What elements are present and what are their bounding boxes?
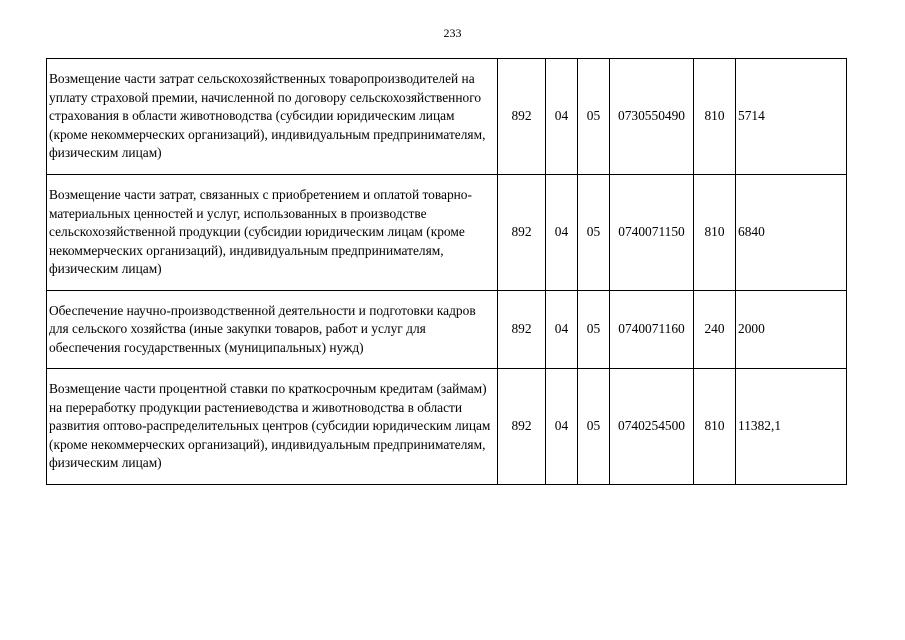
amount-value: 5714	[736, 59, 847, 175]
expense-type-code: 810	[694, 59, 736, 175]
subsection-code: 05	[578, 291, 610, 369]
expense-description: Возмещение части затрат, связанных с приобретением и оплатой товарно-материальных ценностей и услуг, использованных в производстве сельскохозяйственной продукции (субсидии юридическим лицам (кроме некоммерческих организаций), индивидуальным предпринимателям, физическим лицам)	[47, 175, 498, 291]
ministry-code: 892	[498, 59, 546, 175]
expense-type-code: 240	[694, 291, 736, 369]
target-article-code: 0740071150	[610, 175, 694, 291]
table-row	[47, 175, 847, 291]
target-article-code: 0730550490	[610, 59, 694, 175]
subsection-code: 05	[578, 175, 610, 291]
section-code: 04	[546, 291, 578, 369]
target-article-code: 0740071160	[610, 291, 694, 369]
subsection-code: 05	[578, 369, 610, 485]
amount-value: 2000	[736, 291, 847, 369]
expense-description: Обеспечение научно-производственной деятельности и подготовки кадров для сельского хозяйства (иные закупки товаров, работ и услуг для обеспечения государственных (муниципальных) нужд)	[47, 291, 498, 369]
expense-type-code: 810	[694, 175, 736, 291]
section-code: 04	[546, 369, 578, 485]
expense-description: Возмещение части процентной ставки по краткосрочным кредитам (займам) на переработку продукции растениеводства и животноводства в области развития оптово-распределительных центров (субсидии юридическим лицам (кроме некоммерческих организаций), индивидуальным предпринимателям, физическим лицам)	[47, 369, 498, 485]
section-code: 04	[546, 175, 578, 291]
table-row	[47, 59, 847, 175]
table-row	[47, 369, 847, 485]
ministry-code: 892	[498, 369, 546, 485]
ministry-code: 892	[498, 291, 546, 369]
amount-value: 11382,1	[736, 369, 847, 485]
page-number: 233	[443, 26, 462, 40]
subsection-code: 05	[578, 59, 610, 175]
amount-value: 6840	[736, 175, 847, 291]
budget-table	[46, 58, 847, 485]
ministry-code: 892	[498, 175, 546, 291]
target-article-code: 0740254500	[610, 369, 694, 485]
expense-description: Возмещение части затрат сельскохозяйственных товаропроизводителей на уплату страховой премии, начисленной по договору сельскохозяйственного страхования в области животноводства (субсидии юридическим лицам (кроме некоммерческих организаций), индивидуальным предпринимателям, физическим лицам)	[47, 59, 498, 175]
section-code: 04	[546, 59, 578, 175]
table-row	[47, 291, 847, 369]
expense-type-code: 810	[694, 369, 736, 485]
